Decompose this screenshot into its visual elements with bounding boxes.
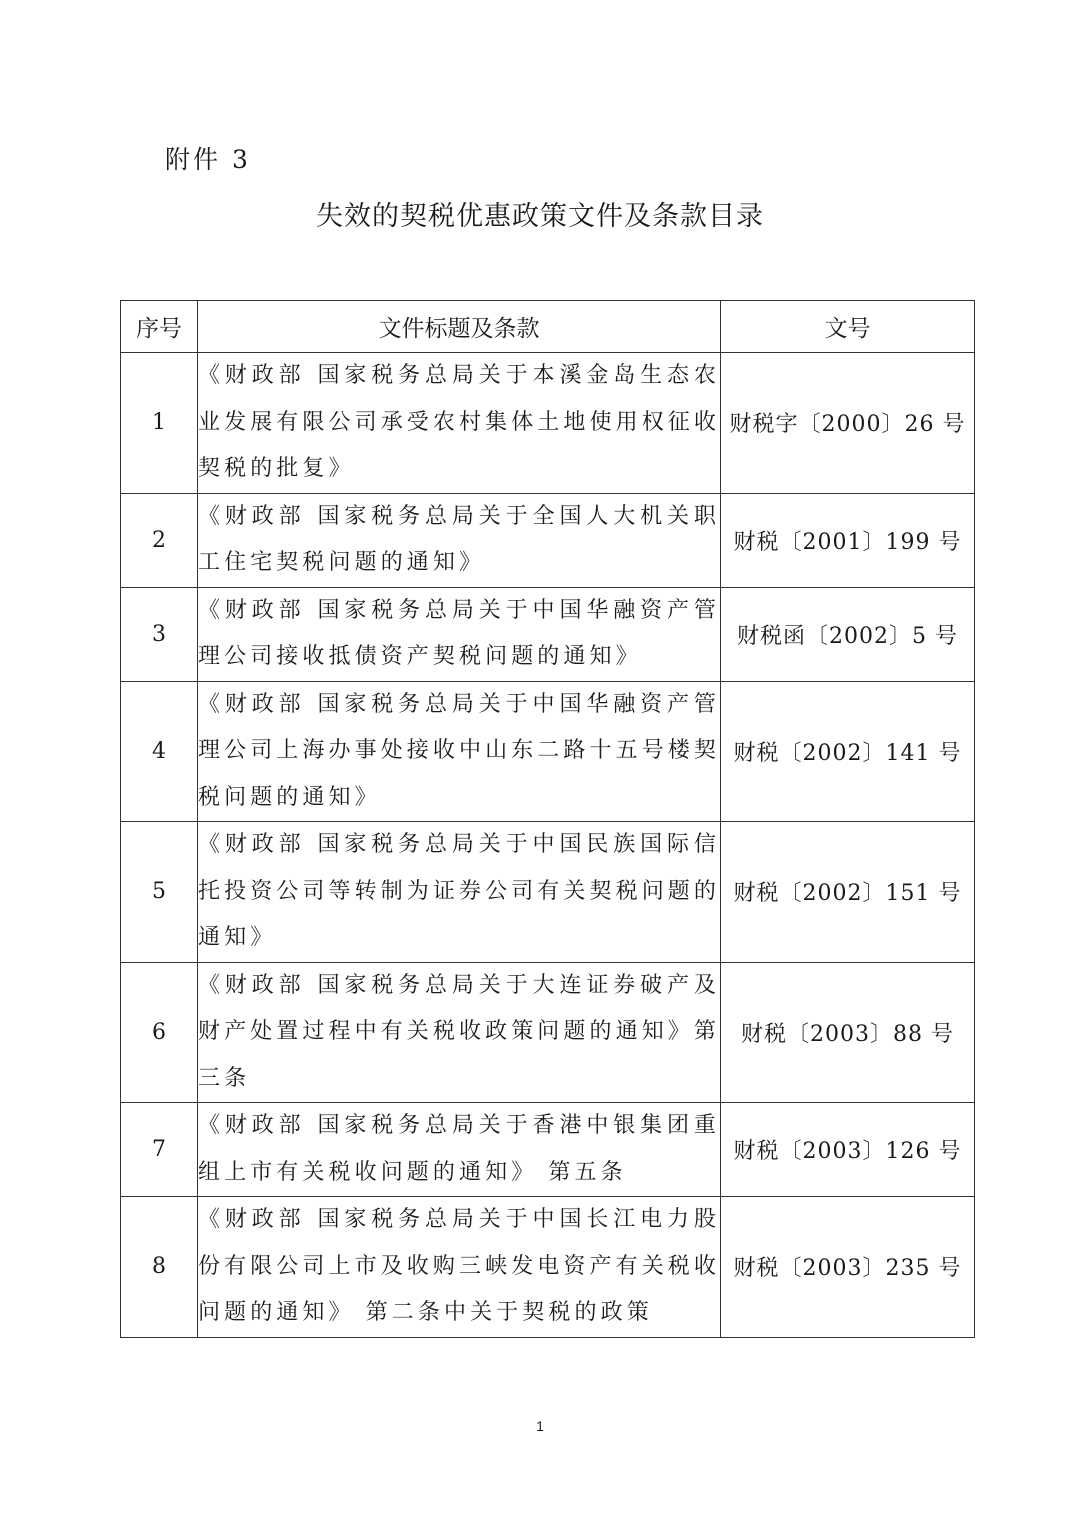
row-title: 《财政部 国家税务总局关于中国华融资产管理公司上海办事处接收中山东二路十五号楼契税问题的通知》 <box>198 681 721 822</box>
table-header-row <box>121 301 975 353</box>
row-num: 3 <box>121 587 198 681</box>
row-num: 6 <box>121 962 198 1103</box>
table-row <box>121 681 975 822</box>
row-num: 2 <box>121 493 198 587</box>
row-title: 《财政部 国家税务总局关于本溪金岛生态农业发展有限公司承受农村集体土地使用权征收契税的批复》 <box>198 353 721 494</box>
table-row <box>121 493 975 587</box>
header-title: 文件标题及条款 <box>198 301 721 353</box>
row-num: 5 <box>121 822 198 963</box>
row-doc-no: 财税〔2002〕141 号 <box>721 681 975 822</box>
table-row <box>121 587 975 681</box>
row-doc-no: 财税〔2002〕151 号 <box>721 822 975 963</box>
document-title: 失效的契税优惠政策文件及条款目录 <box>316 201 764 232</box>
row-doc-no: 财税字〔2000〕26 号 <box>721 353 975 494</box>
row-title: 《财政部 国家税务总局关于中国华融资产管理公司接收抵债资产契税问题的通知》 <box>198 587 721 681</box>
header-doc-no: 文号 <box>721 301 975 353</box>
header-num: 序号 <box>121 301 198 353</box>
table-row <box>121 1197 975 1338</box>
row-doc-no: 财税〔2003〕88 号 <box>721 962 975 1103</box>
row-title: 《财政部 国家税务总局关于中国长江电力股份有限公司上市及收购三峡发电资产有关税收问题的通知》 第二条中关于契税的政策 <box>198 1197 721 1338</box>
row-title: 《财政部 国家税务总局关于大连证券破产及财产处置过程中有关税收政策问题的通知》第三条 <box>198 962 721 1103</box>
row-title: 《财政部 国家税务总局关于香港中银集团重组上市有关税收问题的通知》 第五条 <box>198 1103 721 1197</box>
row-title: 《财政部 国家税务总局关于全国人大机关职工住宅契税问题的通知》 <box>198 493 721 587</box>
row-doc-no: 财税〔2003〕235 号 <box>721 1197 975 1338</box>
row-doc-no: 财税〔2003〕126 号 <box>721 1103 975 1197</box>
table-row <box>121 822 975 963</box>
attachment-label: 附件 3 <box>165 145 251 174</box>
row-num: 4 <box>121 681 198 822</box>
table-row <box>121 1103 975 1197</box>
table-row <box>121 962 975 1103</box>
row-doc-no: 财税函〔2002〕5 号 <box>721 587 975 681</box>
table-row <box>121 353 975 494</box>
row-num: 7 <box>121 1103 198 1197</box>
row-doc-no: 财税〔2001〕199 号 <box>721 493 975 587</box>
row-num: 1 <box>121 353 198 494</box>
row-title: 《财政部 国家税务总局关于中国民族国际信托投资公司等转制为证券公司有关契税问题的通知》 <box>198 822 721 963</box>
row-num: 8 <box>121 1197 198 1338</box>
policy-catalog-table <box>120 300 975 1338</box>
page-number: 1 <box>536 1418 544 1434</box>
